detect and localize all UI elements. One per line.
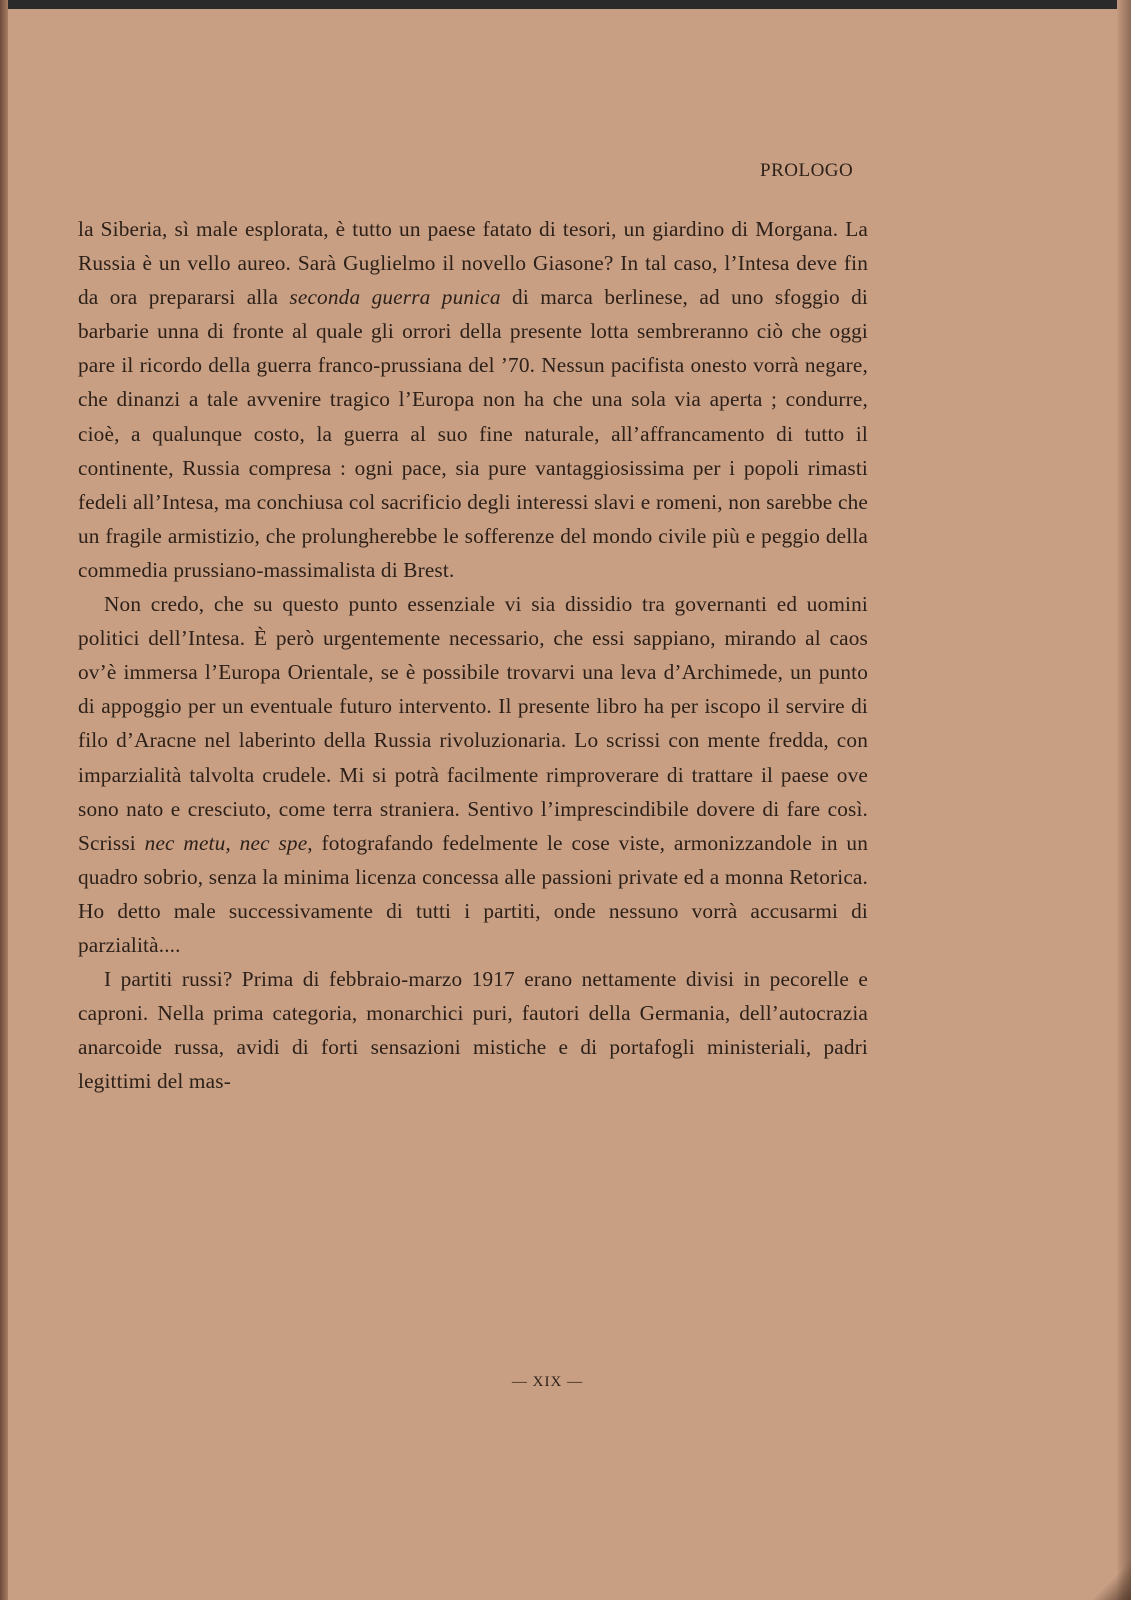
paragraph [78,962,868,1098]
page-top-edge [0,0,1131,9]
text-run: Non credo, che su questo punto essenziale vi sia dissidio tra governanti ed uomini politici dell’Intesa. È però urgentemente necessario, che essi sappiano, mirando al caos ov’è immersa l’Europa Orientale, se è possibile trovarvi una leva d’Archimede, un punto di appoggio per un eventuale futuro intervento. Il presente libro ha per iscopo il servire di filo d’Aracne nel laberinto della Russia rivoluzionaria. Lo scrissi con mente fredda, con imparzialità talvolta crudele. Mi si potrà facilmente rimproverare di trattare il paese ove sono nato e cresciuto, come terra straniera. Sentivo l’imprescindibile dovere di fare così. Scrissi [78,592,868,855]
italic-phrase: nec metu, nec spe [144,830,308,855]
paragraph [78,212,868,587]
running-head: PROLOGO [760,160,854,181]
text-run: di marca berlinese, ad uno sfoggio di barbarie unna di fronte al quale gli orrori della presente lotta sembreranno ciò che oggi pare il ricordo della guerra franco-prussiana del ’70. Nessun pacifista onesto vorrà negare, che dinanzi a tale avvenire tragico l’Europa non ha che una sola via aperta ; condurre, cioè, a qualunque costo, la guerra al suo fine naturale, all’affrancamento di tutto il continente, Russia compresa : ogni pace, sia pure vantaggiosissima per i popoli rimasti fedeli all’Intesa, ma conchiusa col sacrificio degli interessi slavi e romeni, non sarebbe che un fragile armistizio, che prolungherebbe le sofferenze del mondo civile più e peggio della commedia prussiano-massimalista di Brest. [78,285,868,582]
italic-phrase: seconda guerra punica [289,285,501,310]
page-right-edge [1117,0,1131,1600]
page-binding-edge [0,0,8,1600]
page-number: — XIX — [511,1374,584,1390]
text-run: I partiti russi? Prima di febbraio-marzo 1917 erano nettamente divisi in pecorelle e caproni. Nella prima categoria, monarchici puri, fautori della Germania, dell’autocrazia anarcoide russa, avidi di forti sensazioni mistiche e di portafogli ministeriali, padri legittimi del mas- [78,967,868,1094]
page-corner-shadow [1091,1560,1131,1600]
paragraph [78,587,868,962]
body-text [78,212,868,1098]
text-run: la Siberia, sì male esplorata, è tutto un paese fatato di tesori, un giardino di Morgana. La Russia è un vello aureo. Sarà Guglielmo il novello Giasone? In tal caso, l’Intesa deve fin da ora prepararsi alla [78,217,868,310]
text-run: , fotografando fedelmente le cose viste, armonizzandole in un quadro sobrio, senza la minima licenza concessa alle passioni private ed a monna Retorica. Ho detto male successivamente di tutti i partiti, onde nessuno vorrà accusarmi di parzialità.... [78,830,868,957]
